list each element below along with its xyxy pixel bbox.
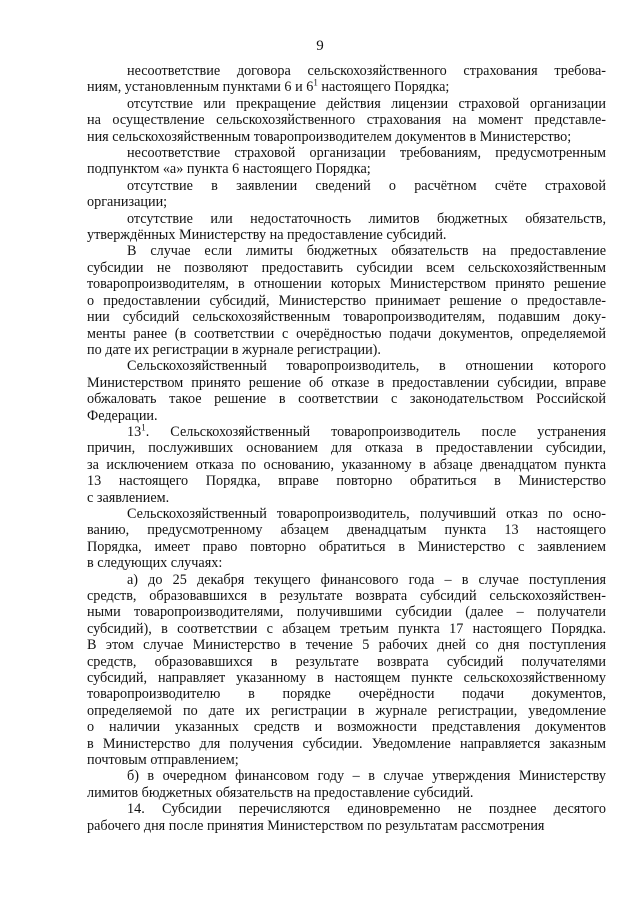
text-line: менты ранее (в соответствии с очерёдностью подачи документов, определяемой xyxy=(87,325,606,342)
text-line: 13 настоящего Порядка, вправе повторно обратиться в Министерство xyxy=(87,473,606,490)
text-line: В случае если лимиты бюджетных обязательств на предоставление xyxy=(127,243,606,260)
text-line: Министерством принято решение об отказе в предоставлении субсидии, вправе xyxy=(87,374,606,391)
text-line: ными товаропроизводителями, получившими субсидии (далее – получатели xyxy=(87,604,606,621)
text-line: отсутствие в заявлении сведений о расчётном счёте страховой xyxy=(127,177,606,194)
text-line: на осуществление сельскохозяйственного страхования на момент представле- xyxy=(87,112,606,129)
paragraph xyxy=(87,63,606,96)
text-line: ванию, предусмотренному абзацем двенадцатым пункта 13 настоящего xyxy=(87,522,606,539)
paragraph xyxy=(87,145,606,178)
text-line: ниям, установленным пунктами 6 и $6^1$ настоящего Порядка; xyxy=(87,77,450,96)
text-line: утверждённых Министерству на предоставление субсидий. xyxy=(87,227,447,244)
text-line: лимитов бюджетных обязательств на предоставление субсидий. xyxy=(87,784,474,801)
text-line: в Министерство для получения субсидии. Уведомление направляется заказным xyxy=(87,735,606,752)
text-line: несоответствие страховой организации требованиям, предусмотренным xyxy=(127,145,606,162)
text-line: несоответствие договора сельскохозяйственного страхования требова- xyxy=(127,63,606,79)
text-line: Федерации. xyxy=(87,407,158,424)
paragraph xyxy=(87,243,606,358)
document-body xyxy=(87,63,606,834)
page-number: 9 xyxy=(316,38,324,54)
text-line: товаропроизводителю в порядке очерёдности подачи документов, xyxy=(87,686,606,703)
paragraph xyxy=(87,358,606,424)
text-line: в следующих случаях: xyxy=(87,555,223,572)
paragraph xyxy=(87,801,606,834)
text-line: рабочего дня после принятия Министерством по результатам рассмотрения xyxy=(87,817,545,834)
text-line: Сельскохозяйственный товаропроизводитель, получивший отказ по осно- xyxy=(127,505,606,522)
text-line: Порядка, имеет право повторно обратиться в Министерство с заявлением xyxy=(87,538,606,555)
text-line: организации; xyxy=(87,194,168,211)
paragraph xyxy=(87,424,606,506)
text-line: подпунктом «а» пункта 6 настоящего Порядка; xyxy=(87,161,371,178)
paragraph xyxy=(87,211,606,244)
text-line: отсутствие или недостаточность лимитов бюджетных обязательств, xyxy=(127,210,606,227)
text-line: средств, образовавшихся в результате возврата субсидий сельскохозяйствен- xyxy=(87,588,606,604)
text-line: а) до 25 декабря текущего финансового года – в случае поступления xyxy=(127,571,606,588)
text-line: б) в очередном финансовом году – в случае утверждения Министерству xyxy=(127,768,606,785)
text-line: нии субсидий сельскохозяйственным товаропроизводителям, подавшим доку- xyxy=(87,309,606,326)
text-line: с заявлением. xyxy=(87,489,170,506)
text-line: Сельскохозяйственный товаропроизводитель, в отношении которого xyxy=(127,358,606,375)
paragraph xyxy=(87,96,606,145)
paragraph xyxy=(87,178,606,211)
text-line: субсидий), в соответствии с абзацем третьим пункта 17 настоящего Порядка. xyxy=(87,620,606,637)
text-line: определяемой по дате их регистрации в журнале регистрации, уведомление xyxy=(87,702,606,719)
text-line: о наличии указанных средств и возможности представления документов xyxy=(87,719,606,736)
text-line: средств, образовавшихся в результате возврата субсидий получателями xyxy=(87,653,606,670)
text-line: за исключением отказа по основанию, указанному в абзаце двенадцатом пункта xyxy=(87,456,606,473)
text-line: $13^1$. Сельскохозяйственный товаропроизводитель после устранения xyxy=(127,422,606,440)
paragraph xyxy=(87,506,606,572)
paragraph xyxy=(87,572,606,769)
text-line: отсутствие или прекращение действия лицензии страховой организации xyxy=(127,95,606,112)
text-line: причин, послуживших основанием для отказа в предоставлении субсидии, xyxy=(87,440,606,457)
text-line: В этом случае Министерство в течение 5 рабочих дней со дня поступления xyxy=(87,637,606,654)
text-line: субсидий, направляет указанному в настоящем пункте сельскохозяйственному xyxy=(87,670,606,687)
text-line: 14. Субсидии перечисляются единовременно не позднее десятого xyxy=(127,801,606,818)
text-line: почтовым отправлением; xyxy=(87,752,239,769)
text-line: по дате их регистрации в журнале регистрации). xyxy=(87,341,381,358)
paragraph xyxy=(87,768,606,801)
text-line: ния сельскохозяйственным товаропроизводителем документов в Министерство; xyxy=(87,128,572,145)
text-line: обжаловать такое решение в соответствии с законодательством Российской xyxy=(87,391,606,408)
text-line: субсидии не позволяют предоставить субсидии всем сельскохозяйственным xyxy=(87,259,606,276)
text-line: о предоставлении субсидий, Министерство принимает решение о предоставле- xyxy=(87,292,606,309)
text-line: товаропроизводителям, в отношении которых Министерством принято решение xyxy=(87,276,606,293)
